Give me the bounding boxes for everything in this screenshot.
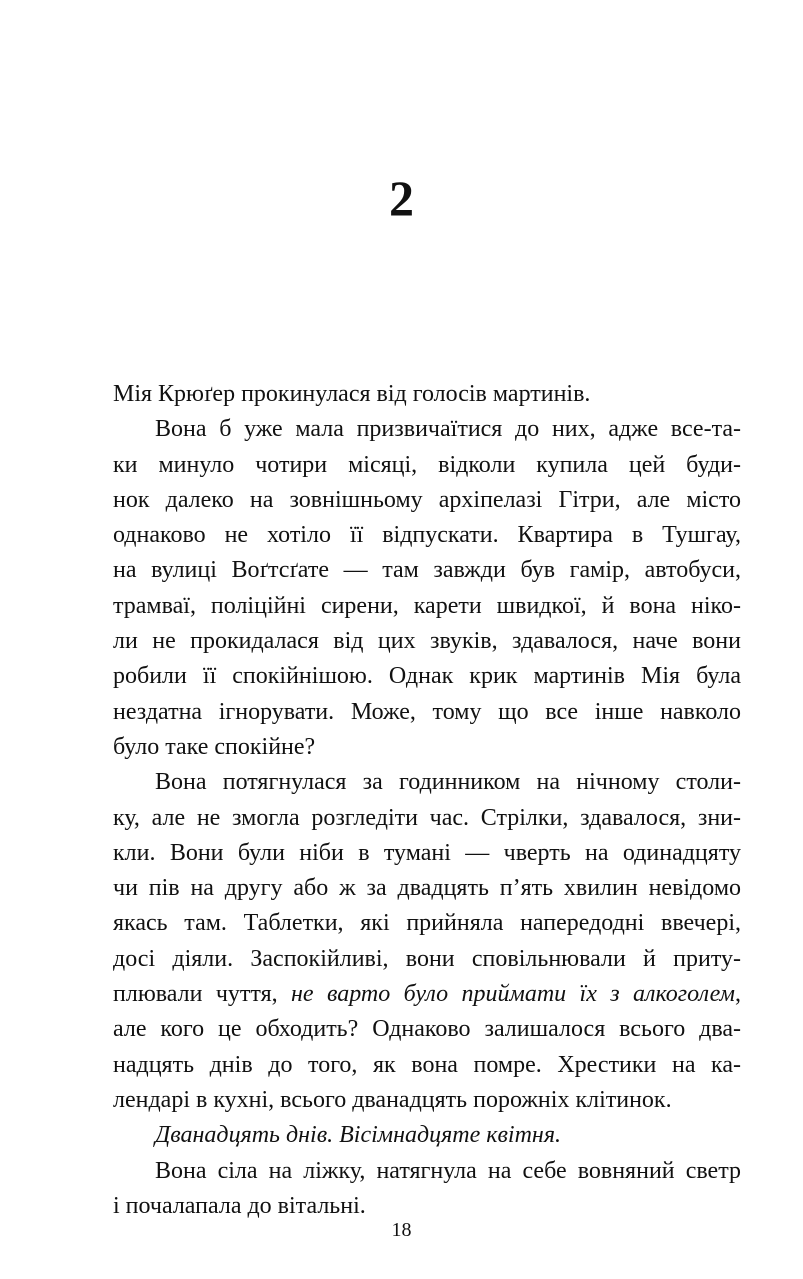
paragraph-2-line-9: нездатна ігнорувати. Може, тому що все інше навколо: [113, 698, 741, 725]
chapter-number: 2: [389, 170, 414, 226]
paragraph-3-line-7-start: плювали чуття,: [113, 981, 291, 1008]
paragraph-1-line-1: Мія Крюґер прокинулася від голосів мартинів.: [113, 381, 591, 407]
paragraph-4-italic: Дванадцять днів. Вісімнадцяте квітня.: [155, 1122, 561, 1149]
paragraph-5-line-1: Вона сіла на ліжку, натягнула на себе вовняний светр: [155, 1157, 741, 1184]
paragraph-2-line-3: нок далеко на зовнішньому архіпелазі Гітри, але місто: [113, 486, 741, 513]
paragraph-2-line-6: трамваї, поліційні сирени, карети швидкої, й вона ніко-: [113, 592, 741, 619]
paragraph-2-line-4: однаково не хотіло її відпускати. Квартира в Тушгау,: [113, 522, 741, 549]
paragraph-2-line-5: на вулиці Воґтсґате — там завжди був гамір, автобуси,: [113, 557, 741, 584]
paragraph-3-line-7-end: ,: [735, 981, 741, 1008]
paragraph-3-line-5: якась там. Таблетки, які прийняла напередодні ввечері,: [113, 910, 741, 937]
page-number: 18: [391, 1219, 412, 1241]
paragraph-3-line-2: ку, але не змогла розгледіти час. Стрілки, здавалося, зни-: [113, 804, 741, 831]
paragraph-4-line-1: [113, 1118, 741, 1153]
paragraph-3-line-3: кли. Вони були ніби в тумані — чверть на одинадцяту: [113, 839, 741, 866]
paragraph-3-line-4: чи пів на другу або ж за двадцять п’ять хвилин невідомо: [113, 875, 741, 902]
paragraph-2-line-1: Вона б уже мала призвичаїтися до них, адже все-та-: [155, 416, 741, 443]
paragraph-3-line-6: досі діяли. Заспокійливі, вони сповільнювали й приту-: [113, 945, 741, 972]
paragraph-3-italic-aside: не варто було приймати їх з алкоголем: [291, 981, 735, 1008]
paragraph-3-line-7: [113, 977, 741, 1012]
paragraph-2-line-2: ки минуло чотири місяці, відколи купила цей буди-: [113, 451, 741, 478]
chapter-text: [113, 377, 741, 1224]
paragraph-3-line-10: лендарі в кухні, всього дванадцять порожніх клітинок.: [113, 1086, 672, 1113]
paragraph-5-line-2: і почалапала до вітальні.: [113, 1192, 366, 1219]
paragraph-3-line-1: Вона потягнулася за годинником на нічному столи-: [155, 769, 741, 796]
paragraph-2-line-10: було таке спокійне?: [113, 733, 316, 760]
paragraph-2-line-8: робили її спокійнішою. Однак крик мартинів Мія була: [113, 663, 741, 690]
paragraph-3-line-8: але кого це обходить? Однаково залишалося всього два-: [113, 1016, 741, 1043]
paragraph-3-line-9: надцять днів до того, як вона помре. Хрестики на ка-: [113, 1051, 741, 1078]
paragraph-2-line-7: ли не прокидалася від цих звуків, здавалося, наче вони: [113, 628, 741, 655]
